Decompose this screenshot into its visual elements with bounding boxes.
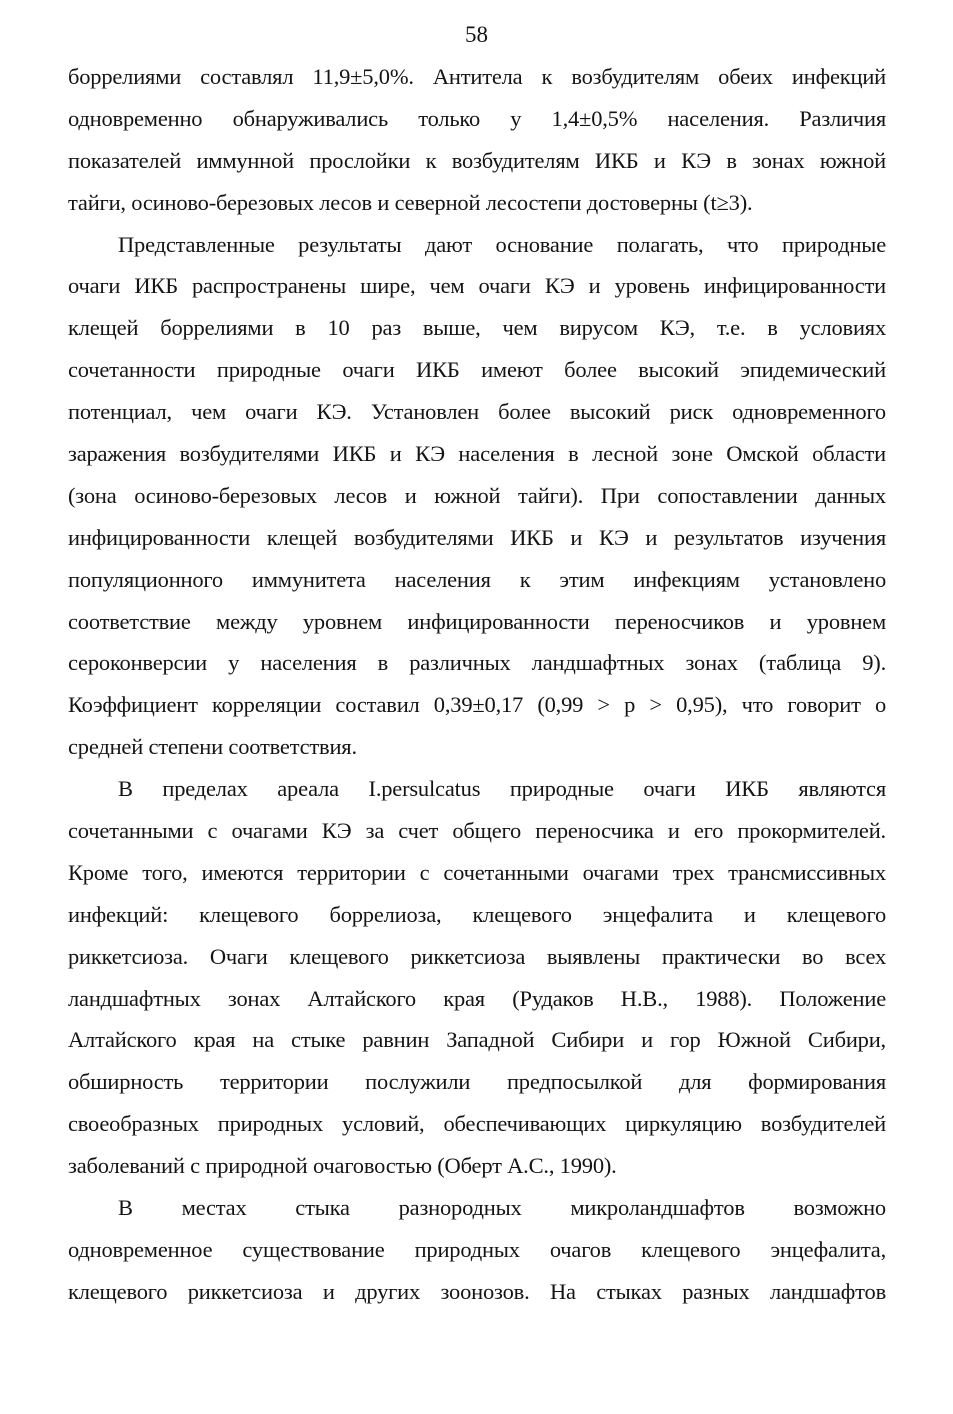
text-line: одновременно обнаруживались только у 1,4±0,5% населения. Различия xyxy=(68,105,886,131)
text-line: сероконверсии у населения в различных ландшафтных зонах (таблица 9). xyxy=(68,650,886,676)
text-line: клещей боррелиями в 10 раз выше, чем вирусом КЭ, т.е. в условиях xyxy=(68,315,886,341)
text-line: инфицированности клещей возбудителями ИКБ и КЭ и результатов изучения xyxy=(68,524,886,550)
text-line: Кроме того, имеются территории с сочетанными очагами трех трансмиссивных xyxy=(68,859,886,885)
text-line: очаги ИКБ распространены шире, чем очаги КЭ и уровень инфицированности xyxy=(68,273,886,299)
text-line: потенциал, чем очаги КЭ. Установлен более высокий риск одновременного xyxy=(68,399,886,425)
text-line: боррелиями составлял 11,9±5,0%. Антитела к возбудителям обеих инфекций xyxy=(68,64,886,89)
text-line: тайги, осиново-березовых лесов и северной лесостепи достоверны (t≥3). xyxy=(68,189,753,215)
paragraph-3 xyxy=(68,768,886,1187)
text-line: В пределах ареала I.persulcatus природные очаги ИКБ являются xyxy=(118,776,886,802)
text-line: Коэффициент корреляции составил 0,39±0,17 (0,99 > p > 0,95), что говорит о xyxy=(68,692,886,718)
text-line: (зона осиново-березовых лесов и южной тайги). При сопоставлении данных xyxy=(68,482,886,508)
text-line: средней степени соответствия. xyxy=(68,734,357,760)
text-line: популяционного иммунитета населения к этим инфекциям установлено xyxy=(68,566,886,592)
text-line: инфекций: клещевого боррелиоза, клещевого энцефалита и клещевого xyxy=(68,901,886,927)
text-line: соответствие между уровнем инфицированности переносчиков и уровнем xyxy=(68,608,886,634)
body-text xyxy=(68,56,886,1313)
text-line: обширность территории послужили предпосылкой для формирования xyxy=(68,1069,886,1095)
text-line: одновременное существование природных очагов клещевого энцефалита, xyxy=(68,1236,886,1262)
text-line: заболеваний с природной очаговостью (Оберт А.С., 1990). xyxy=(68,1153,617,1179)
text-line: сочетанными с очагами КЭ за счет общего переносчика и его прокормителей. xyxy=(68,818,886,844)
text-line: показателей иммунной прослойки к возбудителям ИКБ и КЭ в зонах южной xyxy=(68,147,886,173)
text-line: заражения возбудителями ИКБ и КЭ населения в лесной зоне Омской области xyxy=(68,441,886,467)
text-line: своеобразных природных условий, обеспечивающих циркуляцию возбудителей xyxy=(68,1111,886,1137)
paragraph-2 xyxy=(68,224,886,769)
text-line: Представленные результаты дают основание полагать, что природные xyxy=(118,231,886,257)
paragraph-4 xyxy=(68,1187,886,1313)
text-line: клещевого риккетсиоза и других зоонозов. На стыках разных ландшафтов xyxy=(68,1278,886,1304)
page-number: 58 xyxy=(465,22,488,47)
text-line: риккетсиоза. Очаги клещевого риккетсиоза выявлены практически во всех xyxy=(68,943,886,969)
paragraph-1 xyxy=(68,56,886,224)
text-line: В местах стыка разнородных микроландшафтов возможно xyxy=(118,1195,886,1221)
text-line: ландшафтных зонах Алтайского края (Рудаков Н.В., 1988). Положение xyxy=(68,985,886,1011)
text-line: Алтайского края на стыке равнин Западной Сибири и гор Южной Сибири, xyxy=(68,1027,886,1053)
text-line: сочетанности природные очаги ИКБ имеют более высокий эпидемический xyxy=(68,357,886,383)
